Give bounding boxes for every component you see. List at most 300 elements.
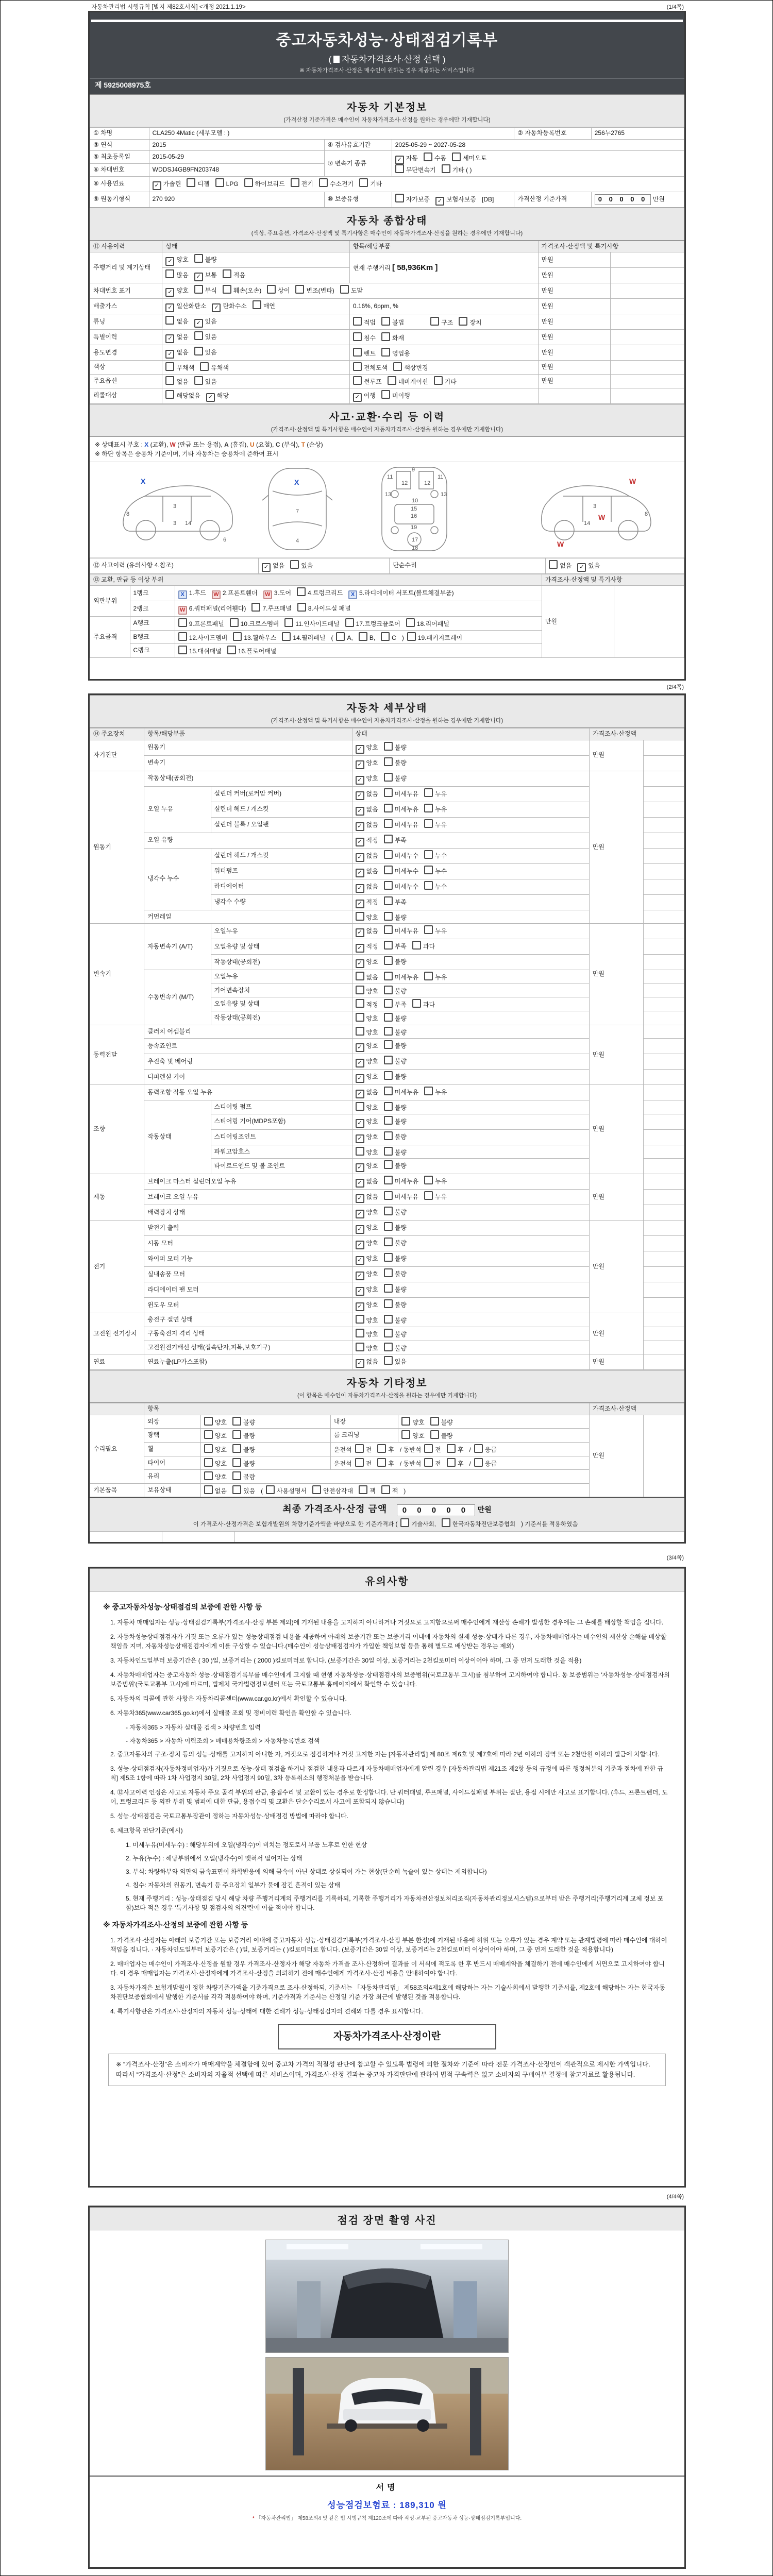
mark-w-checkbox[interactable]: W <box>212 590 221 599</box>
checkbox-label: 양호 <box>176 256 189 264</box>
unchecked-checkbox[interactable] <box>384 866 393 874</box>
checked-checkbox[interactable]: ✓ <box>356 822 364 831</box>
unchecked-checkbox[interactable] <box>384 912 393 921</box>
unchecked-checkbox[interactable] <box>353 317 362 326</box>
checkbox-option <box>194 376 217 386</box>
fuel-options <box>149 176 684 192</box>
unchecked-checkbox[interactable] <box>297 587 306 596</box>
legend-desc-u: (요철), <box>256 440 274 448</box>
checkbox-label: 3.도어 <box>274 589 292 597</box>
unchecked-checkbox[interactable] <box>353 362 362 371</box>
unchecked-checkbox[interactable] <box>194 254 203 263</box>
checkbox-label: 안전삼각대 <box>323 1487 354 1495</box>
unchecked-checkbox[interactable] <box>165 316 174 325</box>
mark-w-checkbox[interactable]: W <box>178 606 187 615</box>
unchecked-checkbox[interactable] <box>384 999 393 1008</box>
unchecked-checkbox[interactable] <box>204 1430 213 1439</box>
unchecked-checkbox[interactable] <box>194 331 203 340</box>
option-text: [DB] <box>482 195 494 203</box>
unchecked-checkbox[interactable] <box>384 972 393 980</box>
checked-checkbox[interactable]: ✓ <box>194 319 203 328</box>
rank1-options <box>175 586 542 601</box>
simple-repair-options <box>546 558 684 573</box>
mark-x-checkbox[interactable]: X <box>348 590 357 599</box>
checkbox-label: 불량 <box>243 1418 256 1426</box>
checkbox-label: 응급 <box>484 1460 497 1467</box>
checked-checkbox[interactable]: ✓ <box>356 1210 364 1218</box>
unchecked-checkbox[interactable] <box>232 1430 241 1439</box>
unchecked-checkbox[interactable] <box>253 300 261 309</box>
unchecked-checkbox[interactable] <box>430 1430 439 1439</box>
checked-checkbox[interactable]: ✓ <box>356 884 364 893</box>
checkbox-label: 네비게이션 <box>398 378 428 385</box>
unchecked-checkbox[interactable] <box>359 1485 367 1494</box>
checkbox-option <box>295 285 334 295</box>
unchecked-checkbox[interactable] <box>204 1485 213 1494</box>
item-options <box>352 1114 589 1129</box>
checkbox-label: 양호 <box>366 913 378 921</box>
unchecked-checkbox[interactable] <box>406 618 415 627</box>
checked-checkbox[interactable]: ✓ <box>356 1134 364 1143</box>
checked-checkbox[interactable]: ✓ <box>356 1225 364 1234</box>
unchecked-checkbox[interactable] <box>215 178 224 187</box>
unchecked-checkbox[interactable] <box>267 285 276 294</box>
unchecked-checkbox[interactable] <box>549 560 558 569</box>
checkbox-option <box>356 1329 378 1339</box>
checked-checkbox[interactable]: ✓ <box>356 959 364 968</box>
checkbox-option <box>356 1162 378 1172</box>
unchecked-checkbox[interactable] <box>442 164 450 173</box>
unchecked-checkbox[interactable] <box>355 1458 364 1467</box>
final-price-digits: 0 0 0 0 0 <box>397 1504 475 1516</box>
unchecked-checkbox[interactable] <box>384 1013 393 1022</box>
unchecked-checkbox[interactable] <box>232 1471 241 1480</box>
unchecked-checkbox[interactable] <box>442 1518 450 1527</box>
checked-checkbox[interactable]: ✓ <box>356 776 364 785</box>
checked-checkbox[interactable]: ✓ <box>356 1359 364 1368</box>
etc-glass-options <box>200 1470 589 1484</box>
panel-num: 11 <box>387 473 393 480</box>
unchecked-checkbox[interactable] <box>232 1485 241 1494</box>
unchecked-checkbox[interactable] <box>474 1444 483 1453</box>
checked-checkbox[interactable]: ✓ <box>356 1302 364 1311</box>
checkbox-label: 색상변경 <box>404 364 428 372</box>
checked-checkbox[interactable]: ✓ <box>356 1043 364 1052</box>
checkbox-option <box>194 331 217 342</box>
checked-checkbox[interactable]: ✓ <box>356 1074 364 1083</box>
unchecked-checkbox[interactable] <box>384 1356 393 1365</box>
unchecked-checkbox[interactable] <box>384 1131 393 1140</box>
checkbox-option <box>424 866 447 876</box>
unchecked-checkbox[interactable] <box>312 1485 321 1494</box>
checked-checkbox[interactable]: ✓ <box>153 181 161 190</box>
unchecked-checkbox[interactable] <box>384 1116 393 1125</box>
unchecked-checkbox[interactable] <box>424 152 432 161</box>
checked-checkbox[interactable]: ✓ <box>356 1256 364 1265</box>
checked-checkbox[interactable]: ✓ <box>356 1287 364 1296</box>
item-options <box>352 786 589 802</box>
unchecked-checkbox[interactable] <box>284 618 293 627</box>
recall-options <box>162 388 349 403</box>
unchecked-checkbox[interactable] <box>165 390 174 399</box>
unchecked-checkbox[interactable] <box>291 178 299 187</box>
row-option-label: 주요옵션 <box>90 374 162 388</box>
unchecked-checkbox[interactable] <box>424 1444 433 1453</box>
unchecked-checkbox[interactable] <box>384 1191 393 1200</box>
unchecked-checkbox[interactable] <box>384 757 393 766</box>
transmission-options <box>392 151 684 177</box>
checkbox-option <box>356 1042 378 1052</box>
unchecked-checkbox[interactable] <box>232 1444 241 1453</box>
unchecked-checkbox[interactable] <box>384 1087 393 1095</box>
unchecked-checkbox[interactable] <box>204 1417 213 1426</box>
checkbox-option <box>356 1270 378 1280</box>
unchecked-checkbox[interactable] <box>384 1238 393 1246</box>
checkbox-label: 적정 <box>366 898 378 906</box>
unchecked-checkbox[interactable] <box>187 178 195 187</box>
checkbox-label: 없음 <box>366 821 378 828</box>
unchecked-checkbox[interactable] <box>384 1284 393 1293</box>
checked-checkbox[interactable]: ✓ <box>395 156 404 164</box>
unchecked-checkbox[interactable] <box>424 1191 433 1200</box>
checked-checkbox[interactable]: ✓ <box>212 303 221 312</box>
option-text: / 동반석 <box>399 1460 422 1467</box>
checkbox-label: 양호 <box>214 1473 227 1481</box>
unchecked-checkbox[interactable] <box>384 1176 393 1184</box>
unchecked-checkbox[interactable] <box>384 1299 393 1308</box>
notice-subitem: - 자동차365 > 자동차 이력조회 > 매매용차량조회 > 자동차등록번호 검색 <box>126 1737 320 1744</box>
unchecked-checkbox[interactable] <box>356 1013 364 1022</box>
unchecked-checkbox[interactable] <box>356 999 364 1008</box>
checkbox-label: 양호 <box>366 1330 378 1338</box>
checkbox-label: 누유 <box>435 790 447 798</box>
unchecked-checkbox[interactable] <box>424 1176 433 1184</box>
unchecked-checkbox[interactable] <box>232 1458 241 1467</box>
car-damage-diagram <box>90 462 684 558</box>
unchecked-checkbox[interactable] <box>424 866 433 874</box>
unchecked-checkbox[interactable] <box>447 1458 456 1467</box>
unchecked-checkbox[interactable] <box>244 178 253 187</box>
unchecked-checkbox[interactable] <box>356 912 364 921</box>
checked-checkbox[interactable]: ✓ <box>356 1194 364 1203</box>
checked-checkbox[interactable]: ✓ <box>206 393 215 402</box>
unchecked-checkbox[interactable] <box>384 742 393 751</box>
unchecked-checkbox[interactable] <box>384 986 393 994</box>
notice-headC: ※ 자동차가격조사·산정의 보증에 관한 사항 등 <box>103 1921 248 1929</box>
checkbox-option <box>393 362 428 372</box>
unchecked-checkbox[interactable] <box>430 1417 439 1426</box>
vin-state-options <box>162 283 538 299</box>
item-options <box>352 1129 589 1145</box>
unchecked-checkbox[interactable] <box>400 1518 409 1527</box>
unchecked-checkbox[interactable] <box>384 835 393 843</box>
unchecked-checkbox[interactable] <box>447 1444 456 1453</box>
panel-num: 10 <box>412 497 418 504</box>
checkbox-label: 전 <box>435 1446 441 1453</box>
unchecked-checkbox[interactable] <box>395 164 404 173</box>
unchecked-checkbox[interactable] <box>384 1147 393 1156</box>
checkbox-label: 훼손(오손) <box>233 287 262 295</box>
unchecked-checkbox[interactable] <box>384 850 393 859</box>
panel-num: 7 <box>296 508 299 515</box>
unchecked-checkbox[interactable] <box>165 362 174 371</box>
panel-num: 3 <box>173 520 177 527</box>
checked-checkbox[interactable]: ✓ <box>165 350 174 359</box>
unchecked-checkbox[interactable] <box>381 632 390 641</box>
checked-checkbox[interactable]: ✓ <box>356 928 364 937</box>
unchecked-checkbox[interactable] <box>340 285 349 294</box>
section-overall-state <box>90 208 684 241</box>
legend-prefix: ※ 상태표시 부호 : <box>95 440 143 448</box>
unchecked-checkbox[interactable] <box>424 850 433 859</box>
checked-checkbox[interactable]: ✓ <box>356 1272 364 1280</box>
unchecked-checkbox[interactable] <box>381 1485 390 1494</box>
checked-checkbox[interactable]: ✓ <box>356 1090 364 1098</box>
unchecked-checkbox[interactable] <box>204 1471 213 1480</box>
unchecked-checkbox[interactable] <box>194 285 203 294</box>
unchecked-checkbox[interactable] <box>356 1343 364 1351</box>
checked-checkbox[interactable]: ✓ <box>356 1163 364 1172</box>
unchecked-checkbox[interactable] <box>356 972 364 980</box>
unchecked-checkbox[interactable] <box>381 348 390 357</box>
item-label: 시동 모터 <box>144 1236 352 1251</box>
unchecked-checkbox[interactable] <box>165 269 174 278</box>
checked-checkbox[interactable]: ✓ <box>356 1179 364 1188</box>
unchecked-checkbox[interactable] <box>178 618 187 627</box>
mark-w-checkbox[interactable]: W <box>263 590 272 599</box>
unchecked-checkbox[interactable] <box>384 1222 393 1231</box>
checkbox-label: 자가보증 <box>406 195 430 203</box>
checkbox-option <box>232 1485 255 1496</box>
unchecked-checkbox[interactable] <box>319 178 328 187</box>
notice-title: 유의사항 <box>365 1576 409 1587</box>
checked-checkbox[interactable]: ✓ <box>356 838 364 846</box>
unchecked-checkbox[interactable] <box>384 1102 393 1111</box>
unchecked-checkbox[interactable] <box>353 332 362 341</box>
unchecked-checkbox[interactable] <box>412 941 421 950</box>
unchecked-checkbox[interactable] <box>424 972 433 980</box>
unchecked-checkbox[interactable] <box>384 1056 393 1064</box>
unchecked-checkbox[interactable] <box>434 376 443 385</box>
unchecked-checkbox[interactable] <box>336 632 345 641</box>
unchecked-checkbox[interactable] <box>384 773 393 782</box>
unchecked-checkbox[interactable] <box>204 1458 213 1467</box>
unchecked-checkbox[interactable] <box>384 925 393 934</box>
unchecked-checkbox[interactable] <box>424 788 433 797</box>
unchecked-checkbox[interactable] <box>345 618 354 627</box>
unchecked-checkbox[interactable] <box>359 632 367 641</box>
checked-checkbox[interactable]: ✓ <box>356 791 364 800</box>
footnote-text: 「자동차관리법」 제58조의4 및 같은 법 시행규칙 제120조에 따라 작성·교부된 중고자동차 성능·상태점검기록부입니다. <box>256 2516 522 2521</box>
label-car-name: ① 차명 <box>90 128 149 140</box>
checkbox-option <box>384 819 418 829</box>
mark-x-checkbox[interactable]: X <box>178 590 187 599</box>
checked-checkbox[interactable]: ✓ <box>165 303 174 312</box>
unchecked-checkbox[interactable] <box>356 1027 364 1036</box>
unchecked-checkbox[interactable] <box>474 1458 483 1467</box>
unchecked-checkbox[interactable] <box>381 390 390 399</box>
checked-checkbox[interactable]: ✓ <box>165 288 174 297</box>
unchecked-checkbox[interactable] <box>384 804 393 812</box>
unchecked-checkbox[interactable] <box>388 376 396 385</box>
unchecked-checkbox[interactable] <box>178 646 187 654</box>
unchecked-checkbox[interactable] <box>356 1147 364 1156</box>
unchecked-checkbox[interactable] <box>384 896 393 905</box>
unchecked-checkbox[interactable] <box>356 1315 364 1324</box>
unchecked-checkbox[interactable] <box>282 632 291 641</box>
transmission-options-line1 <box>395 152 681 164</box>
checkbox-label: 적정 <box>366 1001 378 1009</box>
checkbox-label: 응급 <box>484 1446 497 1453</box>
notice-item: 3. 성능·상태점검자(자동차정비업자)가 거짓으로 성능·상태 점검을 하거나 점검한 내용과 다르게 자동차매매업자에게 알린 경우 [자동차관리법 제21조 제2항 등의 규정에 따른 행정처분의 기준과 절차에 관한 규칙] 제5조 1항에 따라 1차 사업정지 30일, 2차 사업정지 90일, 3차 등록취소의 행정처분을 받습니다. <box>110 1765 664 1782</box>
unchecked-checkbox[interactable] <box>356 986 364 994</box>
signature-label: 서명 <box>90 2476 684 2494</box>
unchecked-checkbox[interactable] <box>297 603 306 612</box>
unchecked-checkbox[interactable] <box>266 1485 275 1494</box>
unchecked-checkbox[interactable] <box>353 348 362 357</box>
unchecked-checkbox[interactable] <box>401 1430 410 1439</box>
unchecked-checkbox[interactable] <box>204 1444 213 1453</box>
unchecked-checkbox[interactable] <box>395 194 404 202</box>
unchecked-checkbox[interactable] <box>200 362 209 371</box>
checked-checkbox[interactable]: ✓ <box>577 563 586 572</box>
etc-tire-label: 타이어 <box>144 1456 201 1470</box>
checkbox-label: 18.리어패널 <box>416 620 449 628</box>
unchecked-checkbox[interactable] <box>227 646 236 654</box>
item-options <box>352 984 589 997</box>
unchecked-checkbox[interactable] <box>165 376 174 385</box>
unchecked-checkbox[interactable] <box>295 285 304 294</box>
unchecked-checkbox[interactable] <box>355 1444 364 1453</box>
checkbox-label: 양호 <box>366 1133 378 1141</box>
unchecked-checkbox[interactable] <box>356 1329 364 1337</box>
unchecked-checkbox[interactable] <box>384 881 393 890</box>
unchecked-checkbox[interactable] <box>353 376 362 385</box>
checked-checkbox[interactable]: ✓ <box>356 745 364 754</box>
checkbox-option <box>356 912 378 922</box>
checkbox-option <box>356 899 378 908</box>
unchecked-checkbox[interactable] <box>384 1207 393 1215</box>
unchecked-checkbox[interactable] <box>384 1329 393 1337</box>
checked-checkbox[interactable]: ✓ <box>165 334 174 343</box>
unchecked-checkbox[interactable] <box>232 1417 241 1426</box>
checkbox-option <box>312 1485 353 1496</box>
checkbox-label: 있음 <box>588 562 600 569</box>
unchecked-checkbox[interactable] <box>430 317 439 326</box>
legend-code-t: T <box>301 440 306 448</box>
unchecked-checkbox[interactable] <box>384 956 393 965</box>
checked-checkbox[interactable]: ✓ <box>356 869 364 877</box>
checked-checkbox[interactable]: ✓ <box>194 273 203 281</box>
unchecked-checkbox[interactable] <box>359 178 368 187</box>
unchecked-checkbox[interactable] <box>424 819 433 828</box>
unchecked-checkbox[interactable] <box>401 1417 410 1426</box>
unchecked-checkbox[interactable] <box>384 1160 393 1169</box>
unchecked-checkbox[interactable] <box>223 285 231 294</box>
checked-checkbox[interactable]: ✓ <box>435 197 444 206</box>
unchecked-checkbox[interactable] <box>381 317 390 326</box>
notice-item: 6. 자동차365(www.car365.go.kr)에서 실매물 조회 및 정비이력 확인을 확인할 수 있습니다. <box>110 1709 352 1717</box>
checked-checkbox[interactable]: ✓ <box>356 944 364 953</box>
option-text: 운전석 <box>333 1460 352 1467</box>
checked-checkbox[interactable]: ✓ <box>356 1059 364 1067</box>
checkbox-option <box>459 317 481 327</box>
checkbox-option <box>356 1027 378 1037</box>
unchecked-checkbox[interactable] <box>230 618 239 627</box>
checked-checkbox[interactable]: ✓ <box>356 900 364 908</box>
unchecked-checkbox[interactable] <box>223 269 231 278</box>
unchecked-checkbox[interactable] <box>459 317 467 326</box>
checkbox-option <box>356 868 378 877</box>
unchecked-checkbox[interactable] <box>424 1087 433 1095</box>
checkbox-label: 9.프론트패널 <box>189 620 224 628</box>
unchecked-checkbox[interactable] <box>381 332 390 341</box>
unchecked-checkbox[interactable] <box>384 1071 393 1080</box>
checked-checkbox[interactable]: ✓ <box>356 1241 364 1249</box>
unchecked-checkbox[interactable] <box>384 1253 393 1262</box>
unchecked-checkbox[interactable] <box>384 1268 393 1277</box>
unchecked-checkbox[interactable] <box>251 603 260 612</box>
checkbox-label: 미세누유 <box>394 1178 419 1185</box>
unchecked-checkbox[interactable] <box>356 1102 364 1111</box>
checkbox-label: 2.프론트휀더 <box>222 589 258 597</box>
unchecked-checkbox[interactable] <box>233 632 242 641</box>
unchecked-checkbox[interactable] <box>393 362 402 371</box>
checkbox-label: 있음 <box>205 378 217 385</box>
unchecked-checkbox[interactable] <box>377 1458 386 1467</box>
checked-checkbox[interactable]: ✓ <box>353 393 362 402</box>
checkbox-label: 미세누수 <box>394 867 419 875</box>
checked-checkbox[interactable]: ✓ <box>262 563 271 572</box>
unchecked-checkbox[interactable] <box>412 999 421 1008</box>
checked-checkbox[interactable]: ✓ <box>356 853 364 862</box>
item-label: 스티어링 펌프 <box>211 1100 352 1114</box>
unchecked-checkbox[interactable] <box>384 1315 393 1324</box>
checkbox-option <box>384 912 407 922</box>
checkbox-option <box>384 941 407 951</box>
unchecked-checkbox[interactable] <box>424 804 433 812</box>
unchecked-checkbox[interactable] <box>384 1040 393 1049</box>
unchecked-checkbox[interactable] <box>384 1027 393 1036</box>
unchecked-checkbox[interactable] <box>384 788 393 797</box>
checkbox-label: 없음 <box>366 1193 378 1201</box>
unchecked-checkbox[interactable] <box>384 941 393 950</box>
accident-history-label: ⑫ 사고이력 (유의사항 4.참조) <box>90 558 259 573</box>
unchecked-checkbox[interactable] <box>407 632 416 641</box>
unchecked-checkbox[interactable] <box>290 560 299 569</box>
item-options <box>352 1327 589 1341</box>
unchecked-checkbox[interactable] <box>452 152 461 161</box>
item-options <box>352 1341 589 1354</box>
unchecked-checkbox[interactable] <box>424 881 433 890</box>
checked-checkbox[interactable]: ✓ <box>356 760 364 769</box>
unchecked-checkbox[interactable] <box>194 347 203 355</box>
unchecked-checkbox[interactable] <box>178 632 187 641</box>
unchecked-checkbox[interactable] <box>377 1444 386 1453</box>
unchecked-checkbox[interactable] <box>384 819 393 828</box>
unchecked-checkbox[interactable] <box>424 1458 433 1467</box>
checkbox-label: 해당 <box>216 392 229 399</box>
section-accident-history <box>90 404 684 437</box>
checkbox-label: 누유 <box>435 1178 447 1185</box>
checked-checkbox[interactable]: ✓ <box>165 257 174 266</box>
checkbox-option <box>356 927 378 937</box>
unchecked-checkbox[interactable] <box>384 1343 393 1351</box>
checked-checkbox[interactable]: ✓ <box>356 807 364 816</box>
unchecked-checkbox[interactable] <box>424 925 433 934</box>
checked-checkbox[interactable]: ✓ <box>356 1119 364 1128</box>
unchecked-checkbox[interactable] <box>194 376 203 385</box>
